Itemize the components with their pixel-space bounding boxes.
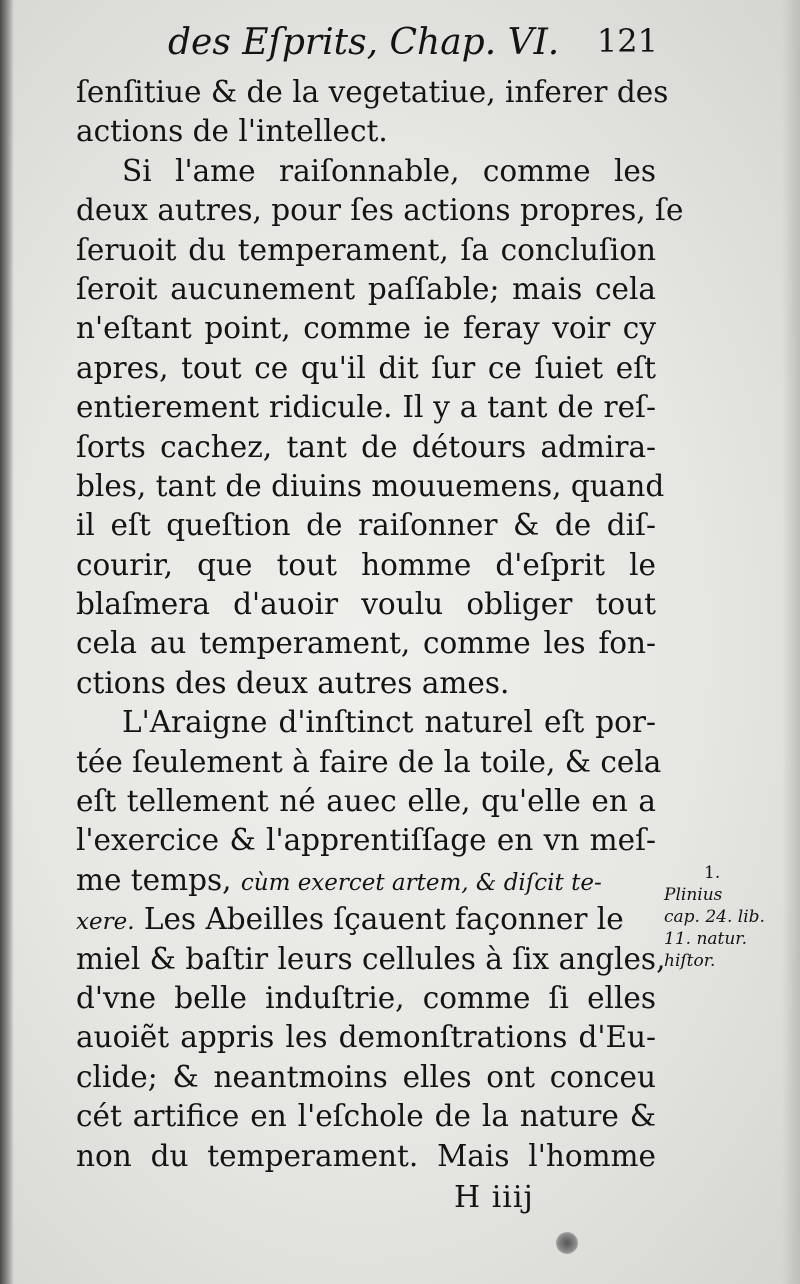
body-text (76, 73, 684, 1176)
text-line (76, 861, 656, 900)
text-line: ſorts cachez, tant de détours admira- (76, 429, 656, 464)
text-line: blaſmera d'auoir voulu obliger tout (76, 587, 656, 622)
text-roman: me temps, (76, 862, 241, 897)
text-line: l'exercice & l'apprentiſſage en vn meſ- (76, 823, 656, 858)
text-line: auoiẽt appris les demonſtrations d'Eu- (76, 1020, 656, 1055)
text-line (76, 900, 656, 939)
page-header (168, 22, 658, 72)
latin-quote: cùm exercet artem, & diſcit te- (240, 869, 602, 896)
text-line: cela au temperament, comme les fon- (76, 626, 656, 661)
text-line: eſt tellement né auec elle, qu'elle en a (76, 784, 656, 819)
margin-note-line: hiſtor. (664, 951, 716, 971)
text-line: L'Araigne d'inſtinct naturel eſt por- (122, 705, 656, 740)
text-line: tée ſeulement à faire de la toile, & cela (76, 744, 662, 779)
gutter-shadow (0, 0, 14, 1284)
text-line: ſeruoit du temperament, ſa concluſion (76, 232, 656, 267)
text-line: entierement ridicule. Il y a tant de reſ- (76, 390, 656, 425)
text-line: il eſt queſtion de raiſonner & de diſ- (76, 508, 656, 543)
text-line: d'vne belle induſtrie, comme ſi elles (76, 980, 656, 1015)
margin-note (664, 862, 794, 972)
text-line: courir, que tout homme d'eſprit le (76, 547, 656, 582)
edge-shadow (782, 0, 800, 1284)
text-line: ſenſitiue & de la vegetatiue, inferer des (76, 75, 669, 109)
page-number: 121 (596, 22, 658, 60)
margin-note-line: 11. natur. (664, 929, 747, 949)
signature-mark: H iiij (454, 1180, 534, 1215)
latin-quote: xere. (76, 909, 135, 936)
text-line: cét artifice en l'eſchole de la nature & (76, 1099, 656, 1134)
text-line: bles, tant de diuins mouuemens, quand (76, 468, 665, 503)
margin-note-number: 1. (704, 863, 721, 883)
text-line: clide; & neantmoins elles ont conceu (76, 1059, 656, 1094)
text-line: non du temperament. Mais l'homme (76, 1138, 656, 1173)
ink-blot (556, 1232, 578, 1254)
text-roman: Les Abeilles ſçauent façonner le (134, 902, 624, 937)
running-title: des Eſprits, Chap. VI. (168, 22, 560, 63)
text-line: actions de l'intellect. (76, 114, 388, 149)
text-line: deux autres, pour ſes actions propres, ſe (76, 193, 684, 228)
text-line: n'eſtant point, comme ie feray voir cy (76, 311, 656, 346)
text-line: Si l'ame raiſonnable, comme les (122, 153, 656, 188)
text-line: miel & baſtir leurs cellules à ſix angles, (76, 941, 666, 976)
margin-note-line: cap. 24. lib. (664, 907, 765, 927)
text-line: apres, tout ce qu'il dit ſur ce ſuiet eſt (76, 350, 656, 385)
text-line: ctions des deux autres ames. (76, 665, 510, 700)
margin-note-line: Plinius (664, 885, 723, 905)
text-line: ſeroit aucunement paſſable; mais cela (76, 271, 656, 306)
